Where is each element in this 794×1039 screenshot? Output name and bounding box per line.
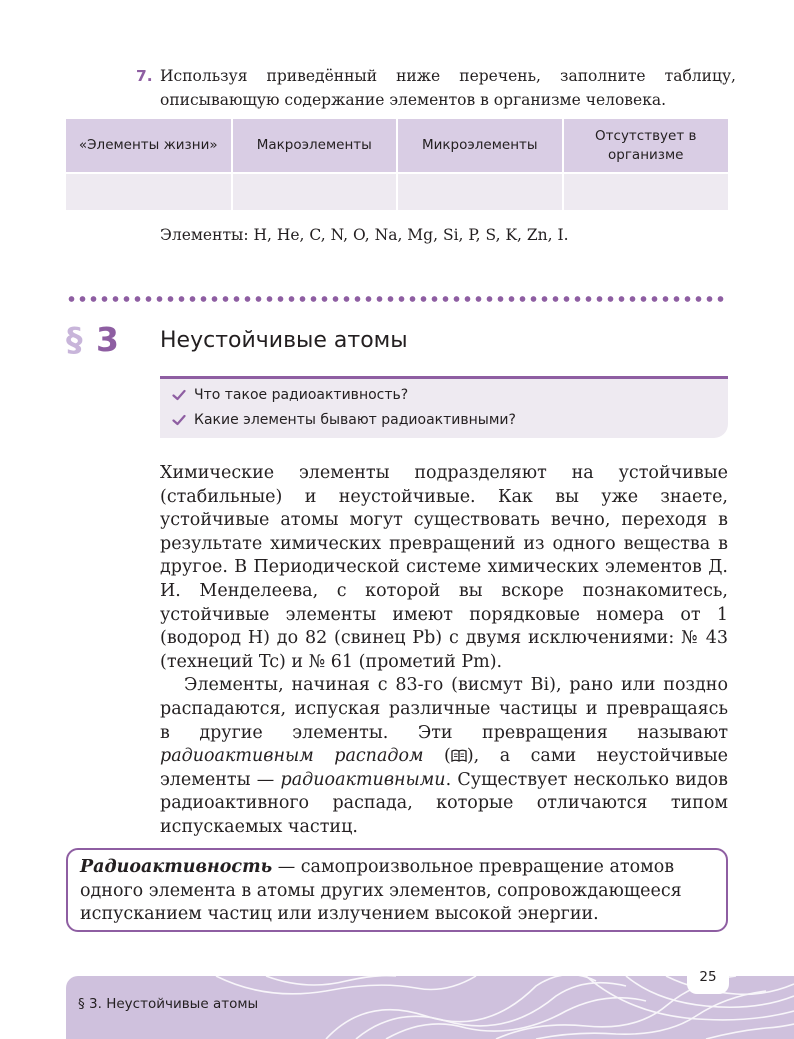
table-row [66, 173, 728, 211]
term-radioactive-decay: радиоактивным распадом [160, 746, 424, 767]
elements-table [66, 119, 728, 212]
question-item [172, 387, 408, 403]
check-icon [172, 414, 186, 426]
task-text: Используя приведённый ниже перечень, заполните таблицу, описывающую содержание элементов в организме человека. [160, 67, 736, 109]
check-icon [172, 389, 186, 401]
book-icon [451, 749, 467, 762]
task-7 [136, 64, 736, 112]
table-cell-empty[interactable] [397, 173, 563, 211]
table-header-row [66, 119, 728, 173]
table-header-cell: «Элементы жизни» [66, 119, 232, 173]
section-title: Неустойчивые атомы [160, 328, 408, 353]
task-number: 7. [136, 67, 153, 85]
question-item [172, 412, 516, 428]
table-header-cell: Микроэлементы [397, 119, 563, 173]
elements-list: Элементы: H, He, C, N, O, Na, Mg, Si, P, S, K, Zn, I. [160, 226, 569, 244]
table-cell-empty[interactable] [232, 173, 398, 211]
dotted-divider [66, 296, 728, 302]
definition-term: Радиоактивность [80, 857, 273, 877]
definition-box [66, 848, 728, 932]
page-number: 25 [687, 960, 729, 994]
question-text: Какие элементы бывают радиоактивными? [194, 412, 516, 428]
table-header-cell: Макроэлементы [232, 119, 398, 173]
table-header-cell: Отсутствует в организме [563, 119, 729, 173]
table-cell-empty[interactable] [66, 173, 232, 211]
paragraph-1: Химические элементы подразделяют на устойчивые (стабильные) и неустойчивые. Как вы уже знаете, устойчивые атомы могут существовать вечно, переходя в результате химических превращений из одного вещества в другое. В Периодической системе химических элементов Д. И. Менделеева, с которой вы вскоре познакомитесь, устойчивые элементы имеют порядковые номера от 1 (водород H) до 82 (свинец Pb) с двумя исключениями: № 43 (технеций Tc) и № 61 (прометий Pm). [160, 463, 728, 672]
body-text [160, 462, 728, 840]
term-radioactive: радиоактивными [280, 769, 446, 790]
section-number-digit: 3 [96, 320, 120, 359]
definition-text: — самопроизвольное превращение атомов одного элемента в атомы других элементов, сопровождающееся испусканием частиц или излучением высокой энергии. [80, 857, 682, 925]
question-text: Что такое радиоактивность? [194, 387, 409, 403]
section-number [66, 320, 120, 359]
table-cell-empty[interactable] [563, 173, 729, 211]
questions-box [160, 376, 728, 438]
section-symbol: § [66, 320, 84, 359]
paragraph-2: Элементы, начиная с 83-го (висмут Bi), рано или поздно распадаются, испуская различные частицы и превращаясь в другие элементы. Эти превращения называют радиоактивным распадом ( ), а сами неустойчивые элементы — радиоактивными. Существует несколько видов радиоактивного распада, которые отличаются типом испускаемых частиц. [160, 675, 728, 837]
running-title: § 3. Неустойчивые атомы [78, 996, 259, 1012]
